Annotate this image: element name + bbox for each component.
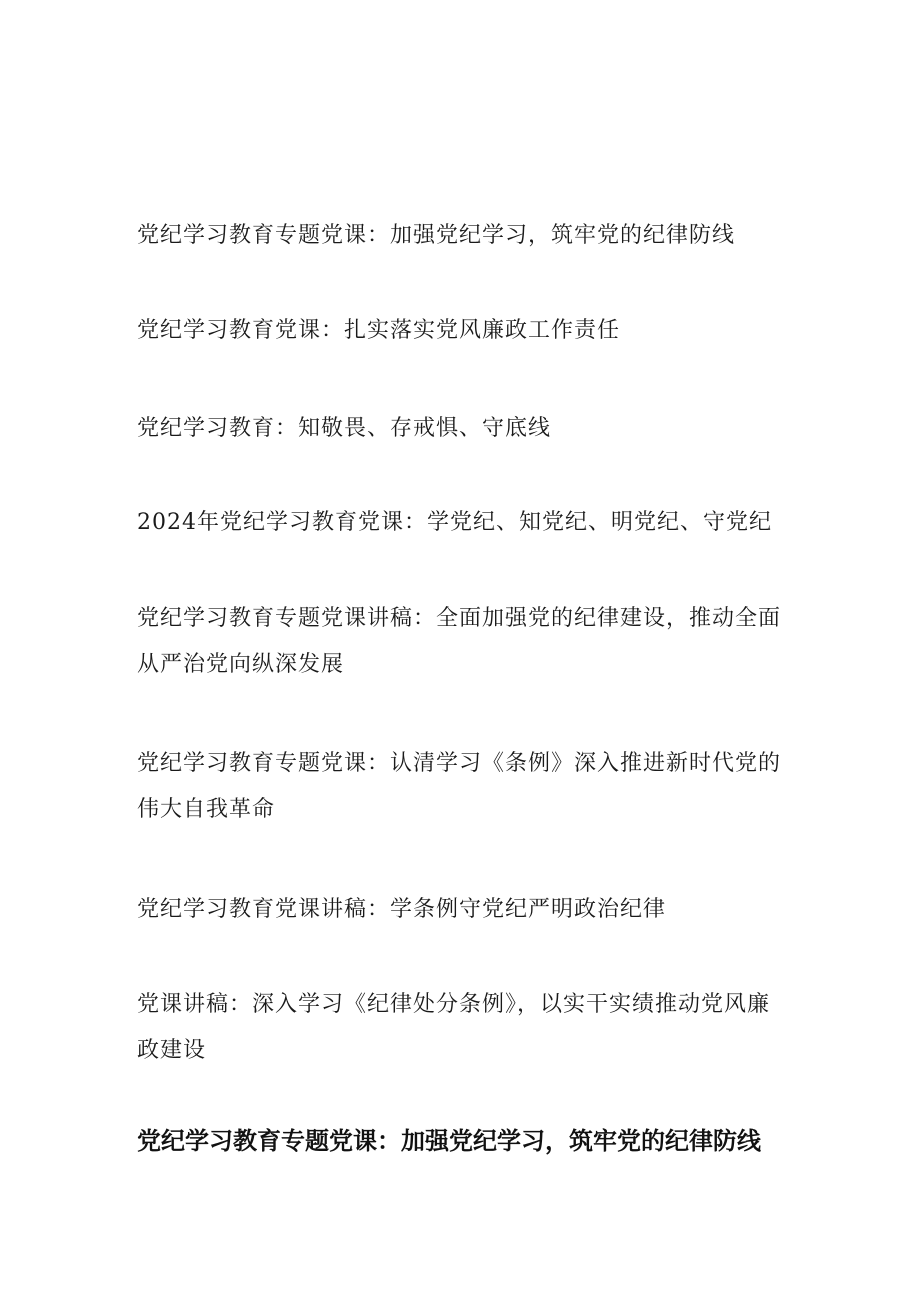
toc-item-3: 党纪学习教育：知敬畏、存戒惧、守底线 xyxy=(137,416,552,441)
toc-item-7: 党纪学习教育党课讲稿：学条例守党纪严明政治纪律 xyxy=(137,897,667,922)
section-heading: 党纪学习教育专题党课：加强党纪学习，筑牢党的纪律防线 xyxy=(137,1127,761,1155)
toc-item-4: 2024年党纪学习教育党课：学党纪、知党纪、明党纪、守党纪 xyxy=(137,510,772,535)
toc-item-1: 党纪学习教育专题党课：加强党纪学习，筑牢党的纪律防线 xyxy=(137,223,736,248)
toc-item-8: 党课讲稿：深入学习《纪律处分条例》，以实干实绩推动党风廉政建设 xyxy=(137,992,771,1063)
toc-item-5: 党纪学习教育专题党课讲稿：全面加强党的纪律建设，推动全面从严治党向纵深发展 xyxy=(137,606,782,677)
toc-item-6: 党纪学习教育专题党课：认清学习《条例》深入推进新时代党的伟大自我革命 xyxy=(137,751,782,822)
toc-item-2: 党纪学习教育党课：扎实落实党风廉政工作责任 xyxy=(137,318,621,343)
